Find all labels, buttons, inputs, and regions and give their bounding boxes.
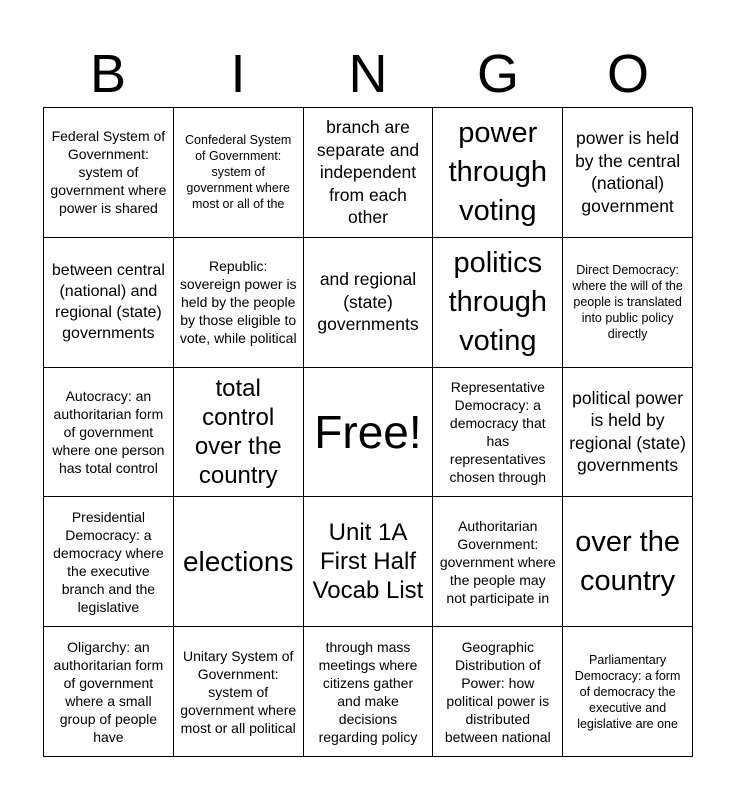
bingo-cell	[563, 238, 693, 368]
cell-text: power is held by the central (national) government	[575, 128, 681, 216]
header-letter-o: O	[606, 44, 649, 104]
bingo-cell	[563, 108, 693, 238]
free-space-cell	[304, 368, 434, 498]
bingo-card-grid	[43, 107, 693, 757]
bingo-cell	[44, 497, 174, 627]
bingo-cell	[304, 497, 434, 627]
header-letter-g: G	[476, 44, 519, 104]
cell-text: politics through voting	[448, 246, 547, 357]
cell-text: and regional (state) governments	[317, 269, 419, 335]
bingo-cell	[563, 497, 693, 627]
free-space-label: Free!	[314, 405, 422, 458]
bingo-header	[43, 42, 693, 106]
bingo-cell	[174, 627, 304, 757]
bingo-cell	[433, 627, 563, 757]
cell-text: over the country	[575, 525, 680, 597]
cell-text: power through voting	[448, 116, 547, 227]
bingo-cell	[433, 368, 563, 498]
bingo-cell	[174, 368, 304, 498]
bingo-cell	[304, 238, 434, 368]
cell-text: through mass meetings where citizens gather and make decisions regarding policy	[318, 638, 418, 745]
bingo-cell	[44, 627, 174, 757]
cell-text: Authoritarian Government: government where the people may not participate in	[439, 517, 556, 606]
header-letter-n: N	[348, 44, 388, 104]
cell-text: between central (national) and regional (state) governments	[51, 262, 165, 343]
bingo-cell	[174, 238, 304, 368]
bingo-cell	[174, 108, 304, 238]
cell-text: Autocracy: an authoritarian form of government where one person has total control	[52, 387, 165, 476]
bingo-cell	[44, 108, 174, 238]
cell-text: Confederal System of Government: system of government where most or all of the	[185, 133, 292, 212]
bingo-cell	[44, 238, 174, 368]
bingo-cell	[433, 238, 563, 368]
bingo-cell	[174, 497, 304, 627]
cell-text: Republic: sovereign power is held by the people by those eligible to vote, while political	[179, 258, 297, 347]
bingo-cell	[44, 368, 174, 498]
header-letter-i: I	[230, 44, 246, 104]
cell-text: Representative Democracy: a democracy that has representatives chosen through	[449, 378, 547, 485]
cell-text: Federal System of Government: system of government where power is shared	[50, 128, 167, 217]
bingo-cell	[433, 497, 563, 627]
cell-text: Presidential Democracy: a democracy where the executive branch and the legislative	[53, 508, 164, 615]
cell-text: Parliamentary Democracy: a form of democracy the executive and legislative are one	[574, 652, 681, 731]
header-letter-b: B	[89, 44, 127, 104]
cell-text: Geographic Distribution of Power: how political power is distributed between national	[444, 638, 551, 745]
bingo-cell	[563, 368, 693, 498]
bingo-cell	[563, 627, 693, 757]
bingo-cell	[304, 627, 434, 757]
cell-text: branch are separate and independent from each other	[316, 117, 420, 228]
cell-text: Oligarchy: an authoritarian form of government where a small group of people have	[53, 638, 164, 745]
cell-text: Unit 1A First Half Vocab List	[312, 519, 424, 605]
cell-text: Direct Democracy: where the will of the people is translated into public policy directly	[572, 263, 683, 342]
bingo-cell	[433, 108, 563, 238]
cell-text: elections	[182, 546, 294, 578]
bingo-cell	[304, 108, 434, 238]
cell-text: Unitary System of Government: system of government where most or all political	[180, 647, 297, 736]
cell-text: total control over the country	[194, 374, 282, 489]
cell-text: political power is held by regional (state) governments	[569, 387, 686, 476]
